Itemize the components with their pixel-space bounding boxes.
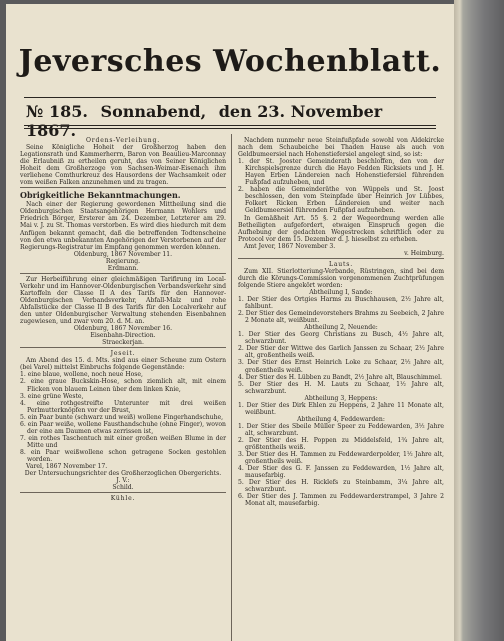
horse-line: Abtheilung I, Sande: (309, 288, 373, 296)
rail-text: Zur Herbeiführung einer gleichmäßigen Tarifirung im Local-Verkehr und im Hannover-Oldenburgischen Verbandsverkehr sind Kartoffeln der Classe II A des Tarifs für den Hannover-Oldenburgischen Verbandsverkehr, Abfall-Malz und rohe Abfallstücke der Classe II B des Tarifs für den Localverkehr auf den unter Oldenburgischer Verwaltung stehenden Eisenbahnen zugewiesen, und zwar vom 20. d. M. an. (20, 275, 226, 326)
theft-court: Der Untersuchungsrichter des Großherzoglichen Obergerichts. (24, 470, 222, 478)
pass-item: 1. der St. Jooster Gemeinderath beschloffen, den von der Kirchspielsgrenze durch die Hayo Fedden Ricksiets und J. H. Hayen Erben Ländereien nach Hohenstiefersiel führenden Fußpfad aufzuheben, und (238, 158, 444, 187)
newspaper-page (6, 4, 454, 641)
horse-heading: Lauts. (329, 260, 353, 268)
rail-authority: Eisenbahn-Direction. (90, 332, 156, 340)
issue-number: № 185. (26, 102, 88, 121)
masthead-rule-top (24, 97, 436, 98)
horse-line: Abtheilung 4, Feddewarden: (297, 415, 385, 423)
horse-line: 5. Der Stier des H. Ricklefs zu Steinbamm, 3¼ Jahre alt, schwarzbunt. (238, 479, 444, 494)
theft-item: 8. ein Paar weißwollene schon getragene Socken gestohlen worden. (20, 448, 226, 463)
theft-heading: Jeseit. (110, 350, 136, 358)
horse-line: 2. Der Stier der Wittwe des Garlich Janssen zu Schaar, 2½ Jahre alt, großentheils weiß. (238, 345, 444, 360)
horse-line: 1. Der Stier des Sbeile Müller Speer zu Feddewarden, 3½ Jahre alt, schwarzbunt. (238, 422, 444, 437)
issue-date: den 23. November 1867. (26, 102, 383, 140)
theft-sig-initials: J. V.: (116, 477, 130, 485)
horse-line: 6. Der Stier des J. Tammen zu Feddewarderstrampel, 3 Jahre 2 Monat alt, mausefarbig. (238, 493, 444, 508)
pass-law: In Gemäßheit Art. 55 §. 2 der Wegeordnung werden alle Betheiligten aufgefordert, etwaigen Einspruch gegen die Aufhebung der gedachten Wegestrecken schriftlich oder zu Protocol vor dem 15. Dezember d. J. hieselbst zu erheben. (238, 214, 444, 243)
horse-line: 1. Der Stier des Georg Christians zu Busch, 4½ Jahre alt, schwarzbunt. (238, 331, 444, 346)
masthead-rule-mid (24, 125, 436, 126)
horse-line: Abtheilung 3, Heppens: (304, 394, 378, 402)
theft-item: 1. eine blaue, wollene, noch neue Hose, (20, 371, 143, 379)
theft-date: Varel, 1867 November 17. (26, 463, 108, 471)
right-column (238, 137, 444, 507)
theft-item: 6. ein Paar weiße, wollene Fausthandschuhe (ohne Finger), wovon der eine am Daumen etwas zerrissen ist, (20, 420, 226, 435)
official-authority: Regierung. (105, 257, 141, 265)
horse-line: 1. Der Stier des Dirk Ehlen zu Heppens, 2 Jahre 11 Monate alt, weißbunt. (238, 401, 444, 416)
horse-line: 2. Der Stier des Gemeindevorstehers Brahms zu Seebeich, 2 Jahre 2 Monate alt, weißbunt. (238, 310, 444, 325)
theft-item: 4. eine rothgestreifte Unterunter mit drei weißen Perlmutterknöpfen vor der Brust, (20, 399, 226, 414)
left-column (20, 137, 226, 502)
rail-signature: Straeckerjan. (20, 339, 226, 348)
pass-signature: v. Heimburg. (238, 250, 444, 259)
theft-signature: Schild. (20, 484, 226, 493)
masthead-rule-bottom (24, 128, 436, 129)
horse-line: 5. Der Stier des H. M. Lauts zu Schaar, 1½ Jahre alt, schwarzbunt. (238, 380, 444, 395)
book-binding-edge (454, 0, 504, 641)
horse-line: 2. Der Stier des H. Poppen zu Middelsfeld, 1¾ Jahre alt, größtentheils weiß. (238, 436, 444, 452)
official-signature: Erdmann. (20, 265, 226, 274)
rail-date: Oldenburg, 1867 November 16. (73, 325, 173, 333)
pass-date: Amt Jever, 1867 November 3. (244, 242, 336, 250)
horse-line: 1. Der Stier des Ortgies Harms zu Buschhausen, 2½ Jahre alt, fahlbunt. (238, 296, 444, 311)
next-heading: Kühle. (110, 495, 136, 503)
order-text: Seine Königliche Hoheit der Großherzog haben den Legationsrath und Kammerherrn, Baron von Beaulieu-Marconnay die Erlaubniß zu ertheilen geruht, das von Seiner Königlichen Hoheit dem Großherzoge von Sachsen-Weimar-Eisenach ihm verliehene Comthurkreuz des Hausordens der Wachsamkeit oder vom weißen Falken anzunehmen und zu tragen. (20, 144, 226, 188)
pass-item: 2. haben die Gemeinderäthe von Wüppels und St. Joost beschlossen, den vom Steinpfade über Heinrich Jov Lübbes, Folkert Ricken Erben Ländereien und weiter nach Geldbumeersiel führenden Fußpfad aufzuheben. (238, 186, 444, 215)
horse-line: 3. Der Stier des H. Tammen zu Feddewarderpolder, 1½ Jahre alt, großentheils weiß. (238, 451, 444, 466)
masthead-title: Jeversches Wochenblatt. (18, 44, 442, 79)
theft-item: 7. ein rothes Taschentuch mit einer großen weißen Blume in der Mitte und (20, 434, 226, 449)
theft-item: 2. eine graue Buckskin-Hose, schon ziemlich alt, mit einem Flicken von blauem Leinen über dem linken Knie, (20, 378, 226, 393)
theft-item: 5. ein Paar bunte (schwarz und weiß) wollene Fingerhandschuhe, (20, 413, 224, 421)
horse-line: 4. Der Stier des H. Lübben zu Bandt, 2½ Jahre alt, Blauschimmel. (238, 373, 442, 381)
official-heading: Obrigkeitliche Bekanntmachungen. (20, 190, 181, 201)
horse-line: Abtheilung 2, Neuende: (304, 324, 378, 332)
horse-line: 3. Der Stier des Ernst Heinrich Loke zu Schaar, 2½ Jahre alt, großentheils weiß. (238, 359, 444, 374)
issue-weekday: Sonnabend, (100, 102, 207, 121)
official-date: Oldenburg, 1867 November 11. (73, 250, 173, 258)
official-text: Nach einer der Regierung gewordenen Mittheilung sind die Oldenburgischen Staatsangehörigen Hermann Wohlers und Friedrich Börger, Ersterer am 24. Dezember, Letzterer am 29. Mai v. J. zu St. Thomas verstorben. Es wird dies hiedurch mit dem Anfügen bekannt gemacht, daß die betreffenden Todtenscheine von den etwa unbekannten Angehörigen der Verstorbenen auf der Regierungs-Registratur im Empfang genommen werden können. (20, 201, 226, 251)
column-separator (231, 134, 232, 641)
pass-text: Nachdem nunmehr neue Steinfußpfade sowohl von Aldekircke nach dem Schaubeiche bei Thaden Hause als auch von Geldbumeersiel nach Hohenstiefersiel angelegt sind, so ist: (238, 137, 444, 159)
horse-line: 4. Der Stier des G. F. Janssen zu Feddewarden, 1½ Jahre alt, mausefarbig. (238, 465, 444, 480)
theft-item: 3. eine grüne Weste, (20, 392, 84, 400)
theft-intro: Am Abend des 15. d. Mts. sind aus einer Scheune zum Ostern (bei Varel) mittelst Einbruchs folgende Gegenstände: (20, 357, 226, 372)
horse-intro: Zum XII. Stierlotteriung-Verbande, Rüstringen, sind bei dem durch die Körungs-Commission vorgenommenen Zuchtprüfungen folgende Stiere angekört worden: (238, 267, 444, 289)
order-heading: Ordens-Verleihung. (86, 137, 160, 144)
